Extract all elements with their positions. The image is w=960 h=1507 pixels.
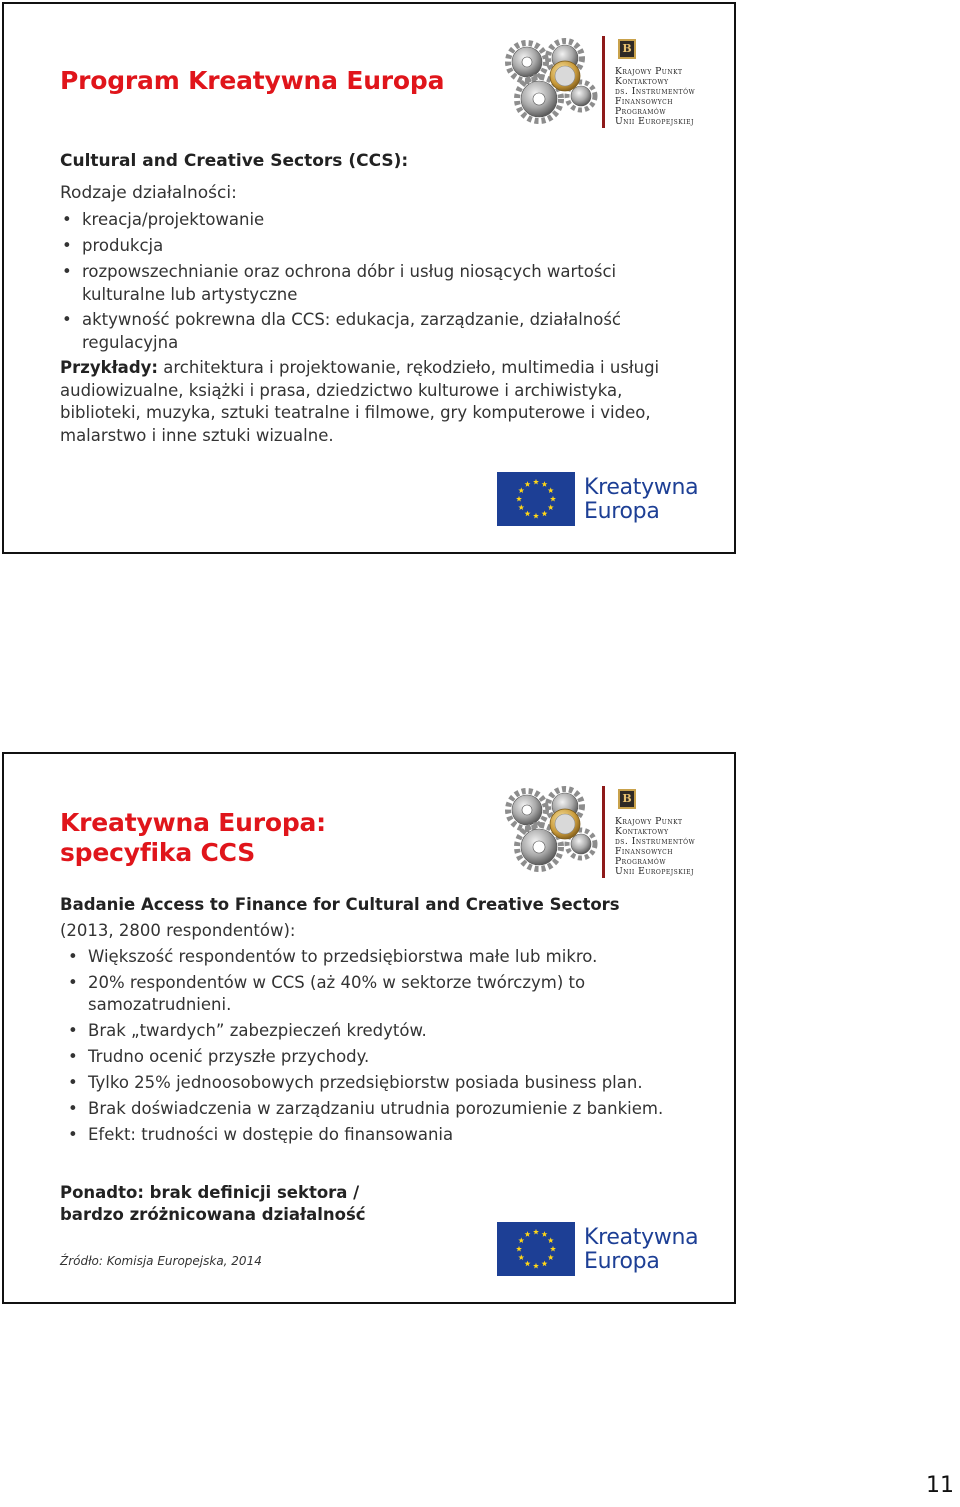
activities-list xyxy=(60,208,680,354)
findings-list xyxy=(60,946,726,1146)
study-subheading: (2013, 2800 respondentów): xyxy=(60,921,296,940)
list-item: • 20% respondentów w CCS (aż 40% w sektorze twórczym) to samozatrudnieni. xyxy=(66,972,648,1016)
list-item: • Brak „twardych” zabezpieczeń kredytów. xyxy=(66,1020,726,1042)
eu-flag-icon xyxy=(497,1222,575,1276)
wordmark-line-2: Europa xyxy=(584,1249,660,1274)
slide-2-body xyxy=(60,894,720,1150)
list-item: • produkcja xyxy=(60,234,680,258)
list-item: • kreacja/projektowanie xyxy=(60,208,680,232)
list-item: • Trudno ocenić przyszłe przychody. xyxy=(66,1046,726,1068)
kpk-emblem-icon: B xyxy=(618,39,636,59)
slide-2-title xyxy=(60,808,326,868)
page-number: 11 xyxy=(926,1473,954,1498)
eu-flag-icon xyxy=(497,472,575,526)
slide-2 xyxy=(2,752,736,1304)
gears-euro-coin-icon xyxy=(499,784,599,876)
kpk-logo xyxy=(602,36,722,130)
kpk-logo-line: Unii Europejskiej xyxy=(615,866,694,878)
list-item: • Tylko 25% jednoosobowych przedsiębiorstw posiada business plan. xyxy=(66,1072,726,1094)
kpk-emblem-icon: B xyxy=(618,789,636,809)
kreatywna-europa-wordmark xyxy=(584,1226,698,1274)
kpk-logo xyxy=(602,786,722,880)
examples-label: Przykłady: xyxy=(60,358,158,377)
kpk-logo-line: Finansowych xyxy=(615,846,673,858)
kpk-logo-line: Finansowych xyxy=(615,96,673,108)
wordmark-line-1: Kreatywna xyxy=(584,475,699,500)
kpk-logo-text xyxy=(615,817,695,878)
kreatywna-europa-logo xyxy=(497,472,707,530)
kpk-logo-line: Kontaktowy xyxy=(615,76,669,88)
kpk-logo-line: Krajowy Punkt xyxy=(615,66,683,77)
slide-2-title-line-1: Kreatywna Europa: xyxy=(60,808,326,837)
list-item: • aktywność pokrewna dla CCS: edukacja, zarządzanie, działalność regulacyjna xyxy=(60,308,680,354)
kpk-logo-line: Krajowy Punkt xyxy=(615,816,683,827)
slide-1-body xyxy=(60,150,700,447)
study-heading: Badanie Access to Finance for Cultural and Creative Sectors xyxy=(60,895,620,914)
kpk-logo-line: ds. Instrumentów xyxy=(615,86,696,98)
list-item: • rozpowszechnianie oraz ochrona dóbr i usług niosących wartości kulturalne lub artystyczne xyxy=(60,260,680,306)
closing-line-1: Ponadto: brak definicji sektora / xyxy=(60,1183,360,1202)
kpk-logo-line: ds. Instrumentów xyxy=(615,836,696,848)
slide-2-title-line-2: specyfika CCS xyxy=(60,838,256,867)
ccs-heading: Cultural and Creative Sectors (CCS): xyxy=(60,151,409,171)
examples-text: architektura i projektowanie, rękodzieło, multimedia i usługi audiowizualne, książki i prasa, dziedzictwo kulturowe i archiwistyka, biblioteki, muzyka, sztuki teatralne i filmowe, gry komputerowe i video, malarstwo i inne sztuki wizualne. xyxy=(60,358,660,445)
kreatywna-europa-wordmark xyxy=(584,476,698,524)
source-note: Źródło: Komisja Europejska, 2014 xyxy=(60,1254,262,1268)
kpk-logo-line: Unii Europejskiej xyxy=(615,116,694,128)
kpk-logo-line: Programów xyxy=(615,856,666,868)
closing-line-2: bardzo zróżnicowana działalność xyxy=(60,1205,366,1224)
kreatywna-europa-logo xyxy=(497,1222,707,1280)
kpk-logo-bar xyxy=(602,36,605,128)
list-item: • Efekt: trudności w dostępie do finansowania xyxy=(66,1124,726,1146)
slide-1-title: Program Kreatywna Europa xyxy=(60,66,445,95)
gears-euro-coin-icon xyxy=(499,36,599,128)
kpk-logo-line: Kontaktowy xyxy=(615,826,669,838)
wordmark-line-1: Kreatywna xyxy=(584,1225,699,1250)
kpk-logo-line: Programów xyxy=(615,106,666,118)
list-item: • Brak doświadczenia w zarządzaniu utrudnia porozumienie z bankiem. xyxy=(66,1098,726,1120)
kpk-logo-text xyxy=(615,67,695,128)
activities-intro: Rodzaje działalności: xyxy=(60,183,237,203)
closing-note xyxy=(60,1182,460,1226)
examples-paragraph xyxy=(60,357,690,447)
list-item: • Większość respondentów to przedsiębiorstwa małe lub mikro. xyxy=(66,946,726,968)
kpk-logo-bar xyxy=(602,786,605,878)
wordmark-line-2: Europa xyxy=(584,499,660,524)
slide-1 xyxy=(2,2,736,554)
